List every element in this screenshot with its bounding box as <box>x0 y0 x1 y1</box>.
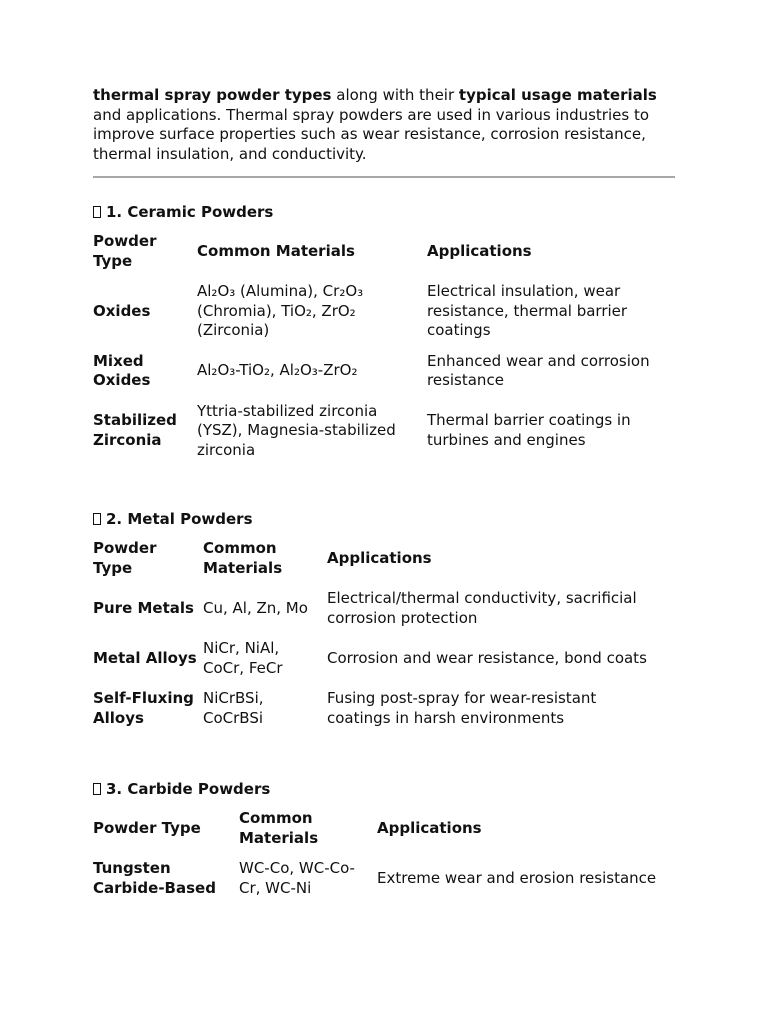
table-cell: Fusing post-spray for wear-resistant coatings in harsh environments <box>327 689 597 727</box>
carbide-powders-table <box>93 809 675 909</box>
section-heading-text: 3. Carbide Powders <box>106 780 271 798</box>
section-heading <box>93 779 675 799</box>
row-header-cell: Stabilized Zirconia <box>93 411 177 449</box>
column-header: Applications <box>377 818 482 837</box>
missing-glyph-icon <box>93 513 101 525</box>
section-heading <box>93 202 675 222</box>
table-cell: Thermal barrier coatings in turbines and engines <box>427 411 631 449</box>
column-header: Powder Type <box>93 539 157 577</box>
table-row <box>93 859 675 909</box>
row-header-cell: Mixed Oxides <box>93 351 151 389</box>
table-row <box>93 282 675 352</box>
row-header-cell: Self-Fluxing Alloys <box>93 689 194 727</box>
table-row <box>93 589 675 639</box>
document-page <box>93 86 675 909</box>
table-header-row <box>93 809 675 859</box>
section-heading-text: 2. Metal Powders <box>106 510 253 528</box>
table-row <box>93 402 675 472</box>
table-cell: Cu, Al, Zn, Mo <box>203 598 308 617</box>
missing-glyph-icon <box>93 783 101 795</box>
table-cell: Yttria-stabilized zirconia (YSZ), Magnesia-stabilized zirconia <box>197 401 396 459</box>
ceramic-powders-table <box>93 232 675 471</box>
table-cell: NiCr, NiAl, CoCr, FeCr <box>203 639 283 677</box>
column-header: Common Materials <box>239 809 319 847</box>
section-ceramic-powders <box>93 202 675 471</box>
table-header-row <box>93 232 675 282</box>
section-metal-powders <box>93 509 675 739</box>
intro-bold-2: typical usage materials <box>458 86 657 104</box>
divider <box>93 176 675 178</box>
column-header: Powder Type <box>93 232 157 270</box>
section-heading-text: 1. Ceramic Powders <box>106 203 274 221</box>
table-cell: Enhanced wear and corrosion resistance <box>427 351 650 389</box>
table-row <box>93 352 675 402</box>
row-header-cell: Tungsten Carbide-Based <box>93 859 216 897</box>
intro-text-2: and applications. Thermal spray powders are used in various industries to improve surface properties such as wear resistance, corrosion resistance, thermal insulation, and conductivity. <box>93 105 650 163</box>
row-header-cell: Oxides <box>93 301 151 320</box>
table-cell: Al₂O₃ (Alumina), Cr₂O₃ (Chromia), TiO₂, ZrO₂ (Zirconia) <box>197 282 364 339</box>
intro-paragraph <box>93 86 675 164</box>
table-cell: Al₂O₃-TiO₂, Al₂O₃-ZrO₂ <box>197 361 358 380</box>
table-cell: NiCrBSi, CoCrBSi <box>203 689 264 727</box>
missing-glyph-icon <box>93 206 101 218</box>
section-carbide-powders <box>93 779 675 909</box>
metal-powders-table <box>93 539 675 739</box>
column-header: Common Materials <box>197 241 355 260</box>
table-row <box>93 689 675 739</box>
column-header: Common Materials <box>203 539 283 577</box>
table-cell: Extreme wear and erosion resistance <box>377 868 657 887</box>
column-header: Applications <box>427 241 532 260</box>
row-header-cell: Pure Metals <box>93 598 194 617</box>
table-row <box>93 639 675 689</box>
table-header-row <box>93 539 675 589</box>
table-cell: WC-Co, WC-Co-Cr, WC-Ni <box>239 859 355 897</box>
column-header: Powder Type <box>93 818 201 837</box>
table-cell: Electrical insulation, wear resistance, thermal barrier coatings <box>427 282 628 339</box>
table-cell: Corrosion and wear resistance, bond coats <box>327 648 647 667</box>
intro-bold-1: thermal spray powder types <box>93 86 332 104</box>
column-header: Applications <box>327 548 432 567</box>
intro-text-1: along with their <box>331 86 459 104</box>
row-header-cell: Metal Alloys <box>93 648 197 667</box>
table-cell: Electrical/thermal conductivity, sacrificial corrosion protection <box>327 589 637 627</box>
section-heading <box>93 509 675 529</box>
